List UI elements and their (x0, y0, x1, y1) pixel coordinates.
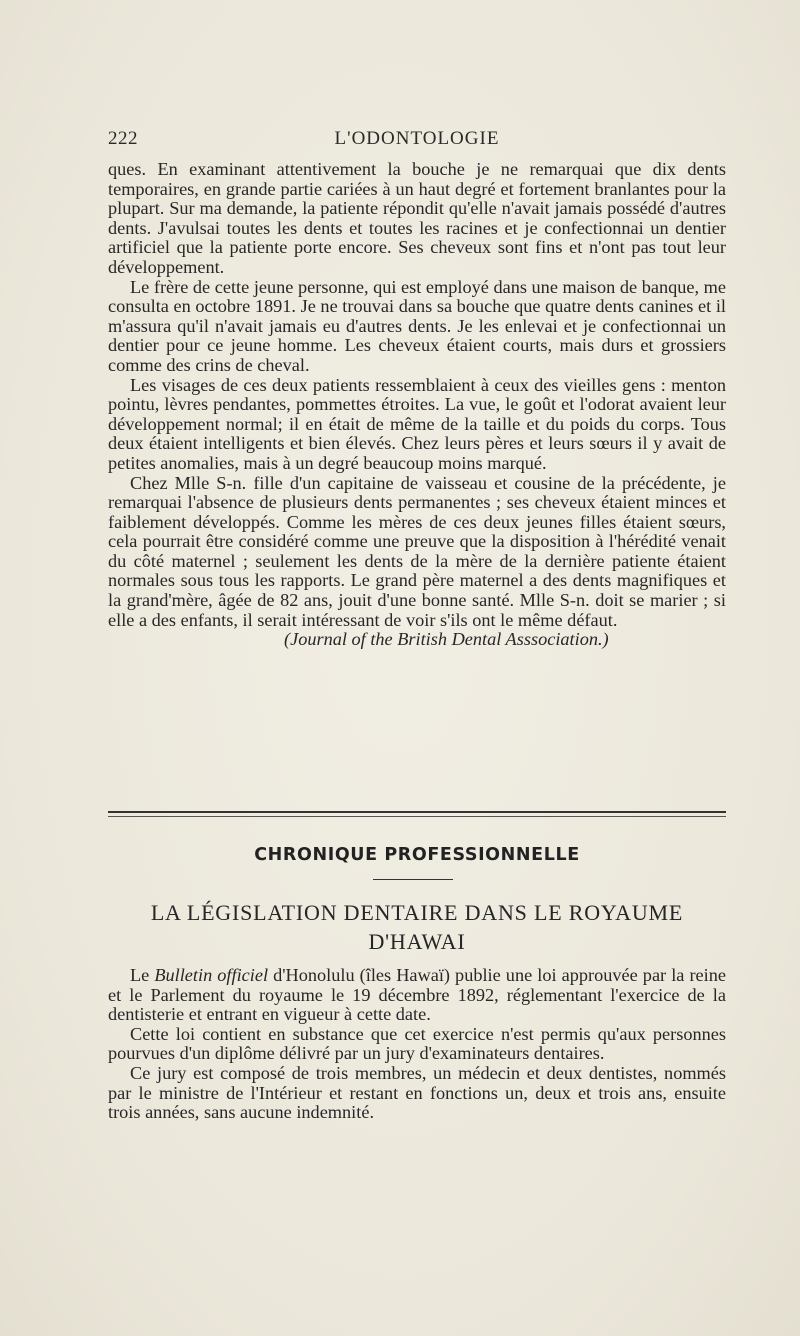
paragraph-bulletin-prefix: Le (130, 965, 155, 985)
paragraph-bulletin (108, 966, 726, 1025)
article-continuation (108, 160, 726, 650)
article-hawaii (108, 966, 726, 1123)
paragraph-4: Chez Mlle S-n. fille d'un capitaine de vaisseau et cousine de la précédente, je remarquai l'absence de plusieurs dents permanentes ; ses cheveux étaient minces et faiblement développés. Comme les mères de ces deux jeunes filles étaient sœurs, cela pourrait être considéré comme une preuve que la disposition à l'hérédité venait du côté maternel ; seulement les dents de la mère de la dernière patiente étaient normales sous tous les rapports. Le grand père maternel a des dents magnifiques et la grand'mère, âgée de 82 ans, jouit d'une bonne santé. Mlle S-n. doit se marier ; si elle a des enfants, il serait intéressant de voir s'ils ont le même défaut. (108, 472, 726, 630)
page-number: 222 (108, 128, 138, 149)
article-title-line-1: LA LÉGISLATION DENTAIRE DANS LE ROYAUME (150, 900, 684, 925)
running-head (108, 128, 726, 152)
paragraph-1: ques. En examinant attentivement la bouche je ne remarquai que dix dents temporaires, en grande partie cariées à un haut degré et fortement branlantes pour la plupart. Sur ma demande, la patiente répondit qu'elle n'avait jamais possédé d'autres dents. J'avulsai toutes les dents et toutes les racines et je confectionnai un dentier artificiel que la patiente porte encore. Ses cheveux sont fins et n'ont pas tout leur développement. (108, 159, 726, 277)
paragraph-law: Cette loi contient en substance que cet exercice n'est permis qu'aux personnes pourvues d'un diplôme délivré par un jury d'examinateurs dentaires. (108, 1023, 726, 1064)
paragraph-bulletin-rest: d'Honolulu (îles Hawaï) publie une loi approuvée par la reine et le Parlement du royaume le 19 décembre 1892, réglementant l'exercice de la dentisterie et entrant en vigueur à cette date. (108, 965, 726, 1025)
paragraph-3: Les visages de ces deux patients ressemblaient à ceux des vieilles gens : menton pointu, lèvres pendantes, pommettes étroites. La vue, le goût et l'odorat avaient leur développement normal; il en était de même de la taille et du poids du corps. Tous deux étaient intelligents et bien élevés. Chez leurs pères et leurs sœurs il y avait de petites anomalies, mais à un degré beaucoup moins marqué. (108, 374, 726, 473)
paragraph-2: Le frère de cette jeune personne, qui est employé dans une maison de banque, me consulta en octobre 1891. Je ne trouvai dans sa bouche que quatre dents canines et il m'assura qu'il n'avait jamais eu d'autres dents. Je les enlevai et je confectionnai un dentier pour ce jeune homme. Les cheveux étaient courts, mais durs et grossiers comme des crins de cheval. (108, 276, 726, 375)
journal-title: L'ODONTOLOGIE (334, 128, 500, 149)
article-title-line-2: D'HAWAI (368, 929, 466, 954)
section-heading: CHRONIQUE PROFESSIONNELLE (254, 845, 580, 865)
section-divider (108, 811, 726, 813)
bulletin-title: Bulletin officiel (154, 965, 269, 985)
heading-rule (373, 879, 453, 880)
source-citation: (Journal of the British Dental Asssociation.) (284, 629, 609, 650)
paragraph-jury: Ce jury est composé de trois membres, un médecin et deux dentistes, nommés par le ministre de l'Intérieur et restant en fonctions un, deux et trois ans, ensuite trois années, sans aucune indemnité. (108, 1062, 726, 1123)
article-title (108, 898, 726, 956)
